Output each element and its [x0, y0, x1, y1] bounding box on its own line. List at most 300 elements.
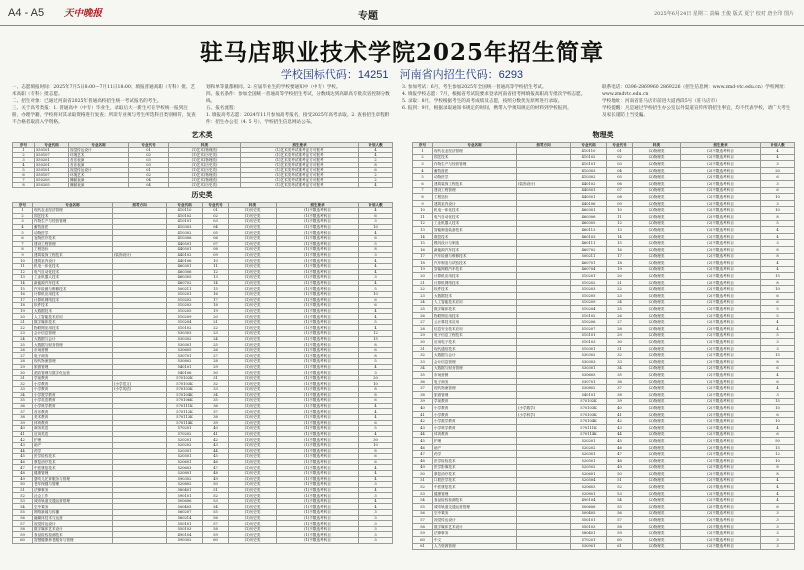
- table-cell: (2)物理类: [633, 326, 681, 333]
- table-cell: 510101: [571, 332, 607, 339]
- table-cell: 6: [13, 173, 35, 178]
- table-cell: (1)历史类: [229, 275, 277, 281]
- table-cell: 33: [13, 387, 33, 393]
- table-cell: 49: [13, 476, 33, 482]
- table-cell: [517, 537, 571, 544]
- table-row: [413, 385, 795, 392]
- table-cell: 41: [413, 411, 433, 418]
- table-cell: (2)不限选考科目: [681, 391, 761, 398]
- table-cell: 电子商务: [33, 353, 113, 359]
- table-cell: 590302: [167, 538, 203, 544]
- table-cell: [517, 391, 571, 398]
- table-cell: (1)历史类: [229, 325, 277, 331]
- table-cell: 3: [761, 345, 795, 352]
- table-cell: 美术教育: [33, 414, 113, 420]
- table-cell: (1)历史类: [229, 526, 277, 532]
- table-row: [413, 391, 795, 398]
- column-header: 计划人数: [359, 143, 393, 148]
- table-cell: 38: [203, 414, 229, 420]
- table-cell: 570114K: [571, 431, 607, 438]
- table-cell: [517, 312, 571, 319]
- table-cell: (1)不限选考科目: [277, 252, 359, 258]
- table-row: [413, 167, 795, 174]
- table-cell: 工业机器人技术: [433, 220, 517, 227]
- column-header: 专业代码: [571, 143, 607, 148]
- table-row: [413, 312, 795, 319]
- table-cell: (2)不限选考科目: [681, 457, 761, 464]
- table-cell: (1)艺术(物理类): [169, 173, 241, 178]
- table-row: [413, 457, 795, 464]
- table-cell: 410303: [167, 224, 203, 230]
- table-cell: (1)不限选考科目: [277, 219, 359, 225]
- table-cell: 46: [607, 444, 633, 451]
- table-cell: [517, 431, 571, 438]
- table-cell: 8: [359, 387, 393, 393]
- table-cell: 16: [607, 246, 633, 253]
- table-cell: 畜牧兽医: [433, 167, 517, 174]
- table-cell: 3: [359, 252, 393, 258]
- table-cell: (2)不限选考科目: [681, 220, 761, 227]
- table-cell: [517, 523, 571, 530]
- table-cell: 空中乘务: [33, 504, 113, 510]
- table-cell: (1)不限选考科目: [277, 269, 359, 275]
- table-cell: (1)不限选考科目: [277, 387, 359, 393]
- table-cell: (2)物理类: [633, 484, 681, 491]
- table-cell: 35: [413, 372, 433, 379]
- table-cell: (1)历史类: [229, 403, 277, 409]
- table-cell: 460704: [571, 266, 607, 273]
- table-cell: 31: [13, 375, 33, 381]
- table-cell: (1)艺术类考试准考证方可报考: [241, 173, 359, 178]
- table-cell: (1)历史类: [229, 213, 277, 219]
- table-cell: (1)不限选考科目: [277, 482, 359, 488]
- table-cell: (2)物理类: [633, 246, 681, 253]
- table-cell: 10: [761, 405, 795, 412]
- table-cell: (小学英语): [113, 387, 167, 393]
- table-cell: 560214: [167, 515, 203, 521]
- table-cell: 570106K: [167, 398, 203, 404]
- table-row: [413, 306, 795, 313]
- history-table: [12, 202, 393, 544]
- table-cell: 48: [413, 457, 433, 464]
- table-cell: 3: [13, 219, 33, 225]
- table-cell: 18: [607, 260, 633, 267]
- table-cell: 410101: [167, 219, 203, 225]
- table-cell: 23: [203, 331, 229, 337]
- table-cell: 12: [203, 269, 229, 275]
- table-cell: 04: [607, 167, 633, 174]
- table-cell: 3: [761, 180, 795, 187]
- table-cell: 26: [203, 347, 229, 353]
- table-cell: 47: [413, 451, 433, 458]
- table-cell: 人力资源管理: [433, 543, 517, 550]
- table-cell: 体育教育: [33, 420, 113, 426]
- table-cell: (2)不限选考科目: [681, 233, 761, 240]
- table-cell: (2)不限选考科目: [681, 299, 761, 306]
- table-cell: (2)物理类: [633, 167, 681, 174]
- table-cell: 助产: [33, 442, 113, 448]
- table-cell: (1)不限选考科目: [277, 504, 359, 510]
- table-cell: 520501: [167, 454, 203, 460]
- table-cell: (1)不限选考科目: [277, 325, 359, 331]
- table-cell: 520601: [167, 459, 203, 465]
- table-cell: (1)历史类: [229, 314, 277, 320]
- table-cell: 小学数学教育: [433, 418, 517, 425]
- table-cell: [517, 517, 571, 524]
- table-cell: 61: [607, 543, 633, 550]
- table-cell: 软件技术: [433, 286, 517, 293]
- table-cell: 8: [413, 194, 433, 201]
- table-cell: 护理: [433, 438, 517, 445]
- table-cell: (2)物理类: [633, 253, 681, 260]
- table-cell: (1)不限选考科目: [277, 420, 359, 426]
- table-cell: (1)不限选考科目: [277, 230, 359, 236]
- table-cell: 2: [13, 213, 33, 219]
- table-cell: 530302: [571, 352, 607, 359]
- column-header: 招考方向: [113, 203, 167, 208]
- table-cell: (2)物理类: [633, 332, 681, 339]
- table-cell: 53: [203, 498, 229, 504]
- table-cell: 大数据与会计: [433, 352, 517, 359]
- table-cell: 570103K: [571, 405, 607, 412]
- table-cell: (2)不限选考科目: [681, 530, 761, 537]
- table-cell: 36: [203, 403, 229, 409]
- table-cell: 39: [413, 398, 433, 405]
- table-row: [413, 253, 795, 260]
- table-cell: 健康管理: [33, 470, 113, 476]
- table-cell: 模具设计与制造: [433, 240, 517, 247]
- table-cell: 13: [607, 227, 633, 234]
- table-cell: (1)历史类: [229, 504, 277, 510]
- table-cell: 59: [607, 530, 633, 537]
- table-row: [413, 504, 795, 511]
- table-cell: 10: [359, 224, 393, 230]
- table-cell: 5: [761, 306, 795, 313]
- table-cell: 50: [607, 471, 633, 478]
- table-cell: 52: [413, 484, 433, 491]
- table-cell: 510202: [571, 279, 607, 286]
- table-cell: (2)不限选考科目: [681, 319, 761, 326]
- table-cell: 03: [607, 161, 633, 168]
- province-code: 河南省内招生代码：6293: [399, 69, 524, 81]
- table-cell: [517, 543, 571, 550]
- intro-paragraph: 联系电话：0396-2869960 2869226（招生信息网：www.zmd-vtc.edu.cn）学校网址：www.zmdvtc.edu.cn: [602, 85, 789, 97]
- table-cell: 4: [359, 314, 393, 320]
- table-row: [413, 345, 795, 352]
- table-row: [413, 180, 795, 187]
- table-cell: (2)不限选考科目: [681, 451, 761, 458]
- table-cell: 畜牧兽医: [33, 224, 113, 230]
- table-cell: (2)不限选考科目: [681, 523, 761, 530]
- table-row: [413, 246, 795, 253]
- table-cell: 数字媒体技术: [33, 319, 113, 325]
- table-cell: 530301: [571, 365, 607, 372]
- table-cell: 520501: [571, 457, 607, 464]
- table-cell: 05: [203, 230, 229, 236]
- table-cell: 12: [607, 220, 633, 227]
- table-cell: 4: [761, 372, 795, 379]
- table-cell: 6: [413, 180, 433, 187]
- table-cell: [517, 424, 571, 431]
- table-cell: (1)历史类: [229, 370, 277, 376]
- table-row: [413, 517, 795, 524]
- table-cell: 18: [203, 303, 229, 309]
- table-cell: 43: [13, 442, 33, 448]
- table-cell: 570111K: [167, 403, 203, 409]
- table-cell: 市场营销: [33, 347, 113, 353]
- table-cell: 440501: [571, 194, 607, 201]
- table-cell: (1)历史类: [229, 291, 277, 297]
- table-cell: 大数据技术: [433, 293, 517, 300]
- table-cell: 46: [203, 459, 229, 465]
- column-header: 专业名称: [33, 203, 113, 208]
- table-cell: 03: [203, 219, 229, 225]
- table-cell: 28: [607, 326, 633, 333]
- table-cell: 医学检验技术: [433, 457, 517, 464]
- table-cell: 新能源汽车技术: [33, 280, 113, 286]
- table-cell: [517, 345, 571, 352]
- table-cell: (2)不限选考科目: [681, 517, 761, 524]
- table-cell: 44: [203, 448, 229, 454]
- table-cell: 60: [13, 538, 33, 544]
- history-heading-text: 历史类: [191, 190, 213, 199]
- intro-column-4: [602, 84, 794, 124]
- table-cell: 36: [413, 378, 433, 385]
- table-cell: 2: [413, 154, 433, 161]
- table-cell: (1)历史类: [229, 448, 277, 454]
- table-cell: 540101: [571, 391, 607, 398]
- table-cell: 49: [607, 464, 633, 471]
- table-cell: (2)物理类: [633, 471, 681, 478]
- table-cell: (2)不限选考科目: [681, 227, 761, 234]
- table-cell: 5: [359, 426, 393, 432]
- table-cell: [517, 319, 571, 326]
- table-cell: 550103: [167, 526, 203, 532]
- table-cell: 59: [413, 530, 433, 537]
- table-cell: 60: [203, 538, 229, 544]
- table-cell: (2)不限选考科目: [681, 444, 761, 451]
- table-cell: 550205: [35, 178, 69, 183]
- table-cell: 26: [413, 312, 433, 319]
- table-cell: 44: [607, 431, 633, 438]
- table-cell: (2)不限选考科目: [681, 431, 761, 438]
- table-cell: [517, 372, 571, 379]
- table-cell: (1)历史类: [229, 414, 277, 420]
- table-cell: 6: [761, 187, 795, 194]
- table-cell: 8: [359, 247, 393, 253]
- intro-paragraph: 学校提醒：凡是通过学校招生办公室以外渠道宣传所谓招生事宜，均不代表学校，请广大考生及家长谨防上当受骗。: [602, 106, 791, 118]
- table-cell: 49: [413, 464, 433, 471]
- table-cell: 510204: [167, 319, 203, 325]
- table-cell: 10: [761, 286, 795, 293]
- table-cell: 14: [13, 280, 33, 286]
- table-cell: 11: [13, 263, 33, 269]
- table-cell: (1)艺术(物理类): [169, 158, 241, 163]
- table-cell: [517, 220, 571, 227]
- table-cell: 6: [359, 168, 393, 173]
- column-header: 科类: [169, 143, 241, 148]
- table-cell: 13: [13, 275, 33, 281]
- table-cell: (装饰设计): [517, 180, 571, 187]
- table-cell: 4: [359, 465, 393, 471]
- table-row: [413, 444, 795, 451]
- table-cell: 34: [203, 392, 229, 398]
- table-cell: 数控技术: [433, 233, 517, 240]
- intro-column-3: [402, 84, 592, 124]
- table-row: [413, 233, 795, 240]
- intro-paragraph: 1. 填报高考志愿：2024年11月参加高考报名，接受2025年高考录取。2. 查看招生章程附件：招生办公室（4. 5 号），学校招生信息网站公布。: [206, 113, 390, 124]
- table-cell: 490104: [571, 497, 607, 504]
- table-cell: 35: [203, 398, 229, 404]
- table-row: [413, 537, 795, 544]
- table-cell: (2)物理类: [633, 490, 681, 497]
- table-cell: 16: [203, 291, 229, 297]
- table-cell: 10: [359, 291, 393, 297]
- table-cell: (1)不限选考科目: [277, 303, 359, 309]
- table-cell: 6: [359, 347, 393, 353]
- table-cell: 计算机网络技术: [433, 279, 517, 286]
- table-cell: 33: [607, 359, 633, 366]
- table-cell: (1)不限选考科目: [277, 398, 359, 404]
- table-cell: [517, 240, 571, 247]
- page-numbers: A4 - A5: [8, 7, 45, 19]
- table-row: [413, 424, 795, 431]
- table-cell: 现代通信技术: [433, 345, 517, 352]
- table-cell: (2)物理类: [633, 405, 681, 412]
- table-cell: (2)不限选考科目: [681, 279, 761, 286]
- table-cell: 8: [761, 246, 795, 253]
- table-cell: 中医康复技术: [433, 484, 517, 491]
- table-cell: 38: [413, 391, 433, 398]
- table-cell: (2)物理类: [633, 148, 681, 155]
- table-cell: 中文: [433, 537, 517, 544]
- table-cell: (1)历史类: [229, 235, 277, 241]
- table-cell: (1)历史类: [229, 437, 277, 443]
- table-cell: (2)不限选考科目: [681, 411, 761, 418]
- table-cell: 大数据与财务管理: [33, 342, 113, 348]
- table-cell: 大数据技术: [33, 308, 113, 314]
- table-cell: (1)不限选考科目: [277, 297, 359, 303]
- table-cell: 530802: [571, 385, 607, 392]
- table-cell: (2)不限选考科目: [681, 405, 761, 412]
- table-cell: 500211: [571, 253, 607, 260]
- table-cell: 6: [761, 378, 795, 385]
- column-header: 专业代码: [35, 143, 69, 148]
- table-cell: 41: [203, 431, 229, 437]
- table-cell: 460305: [167, 275, 203, 281]
- table-cell: 570201: [167, 426, 203, 432]
- table-cell: (1)历史类: [229, 409, 277, 415]
- table-cell: 城市轨道交通运营管理: [33, 498, 113, 504]
- table-cell: 3: [359, 521, 393, 527]
- table-cell: [517, 352, 571, 359]
- table-cell: 520201: [167, 437, 203, 443]
- table-cell: (1)不限选考科目: [277, 291, 359, 297]
- table-cell: 410102: [167, 213, 203, 219]
- table-cell: 视觉传达设计: [33, 521, 113, 527]
- table-cell: 410306: [167, 235, 203, 241]
- table-cell: 6: [761, 504, 795, 511]
- table-cell: 计算机网络技术: [33, 297, 113, 303]
- table-cell: 530701: [571, 378, 607, 385]
- table-cell: (1)不限选考科目: [277, 532, 359, 538]
- table-cell: 33: [203, 387, 229, 393]
- table-cell: 440501: [571, 187, 607, 194]
- table-cell: (2)不限选考科目: [681, 490, 761, 497]
- table-cell: 15: [13, 286, 33, 292]
- table-cell: 570201: [571, 537, 607, 544]
- table-cell: 42: [13, 437, 33, 443]
- table-cell: (2)不限选考科目: [681, 497, 761, 504]
- table-cell: 09: [203, 252, 229, 258]
- table-cell: 520601: [571, 471, 607, 478]
- table-cell: 550201: [35, 158, 69, 163]
- table-cell: 59: [13, 532, 33, 538]
- table-cell: 动物医学: [433, 174, 517, 181]
- table-cell: 24: [413, 299, 433, 306]
- table-cell: (1)历史类: [229, 359, 277, 365]
- table-cell: 3: [359, 219, 393, 225]
- table-cell: 410302: [571, 174, 607, 181]
- table-cell: 20: [761, 167, 795, 174]
- table-cell: 酒店管理与数字化运营: [33, 370, 113, 376]
- table-cell: (2)物理类: [633, 477, 681, 484]
- table-cell: 510206: [571, 319, 607, 326]
- table-cell: 540106: [167, 370, 203, 376]
- table-cell: 40: [607, 405, 633, 412]
- table-cell: 16: [413, 246, 433, 253]
- table-cell: 550101: [167, 521, 203, 527]
- table-cell: 4: [359, 476, 393, 482]
- table-cell: 11: [203, 263, 229, 269]
- table-cell: (1)历史类: [229, 331, 277, 337]
- table-cell: (2)物理类: [633, 464, 681, 471]
- table-cell: 57: [203, 521, 229, 527]
- table-cell: 510103: [571, 339, 607, 346]
- table-cell: 电子信息工程技术: [433, 332, 517, 339]
- table-cell: 03: [129, 163, 169, 168]
- table-cell: (1)不限选考科目: [277, 308, 359, 314]
- arts-heading-text: 艺术类: [191, 130, 213, 139]
- table-cell: 58: [607, 523, 633, 530]
- table-cell: 12: [761, 451, 795, 458]
- table-cell: 体育教育: [433, 431, 517, 438]
- table-cell: 云计算技术应用: [433, 319, 517, 326]
- table-cell: (1)不限选考科目: [277, 375, 359, 381]
- table-cell: 现代物流管理: [433, 385, 517, 392]
- table-cell: 园艺技术: [433, 154, 517, 161]
- table-cell: 53: [607, 490, 633, 497]
- table-cell: 11: [413, 213, 433, 220]
- table-cell: 36: [13, 403, 33, 409]
- table-cell: (2)物理类: [633, 319, 681, 326]
- table-cell: 460305: [571, 220, 607, 227]
- intro-paragraph: 一、志愿填报时间：2025年7月5日8:00—7月11日18:00；填报普通高职（专科）批、艺术高职（专科）批志愿。: [12, 85, 196, 97]
- table-row: [413, 352, 795, 359]
- table-cell: 13: [203, 275, 229, 281]
- table-cell: 旅游管理: [433, 391, 517, 398]
- table-cell: (2)物理类: [633, 299, 681, 306]
- table-cell: (2)物理类: [633, 444, 681, 451]
- table-cell: (2)物理类: [633, 194, 681, 201]
- table-cell: 4: [761, 385, 795, 392]
- table-cell: 410110: [167, 208, 203, 214]
- table-row: [413, 332, 795, 339]
- table-cell: 31: [203, 375, 229, 381]
- table-cell: (1)艺术(历史类): [169, 163, 241, 168]
- table-cell: (2)物理类: [633, 306, 681, 313]
- table-cell: 4: [761, 319, 795, 326]
